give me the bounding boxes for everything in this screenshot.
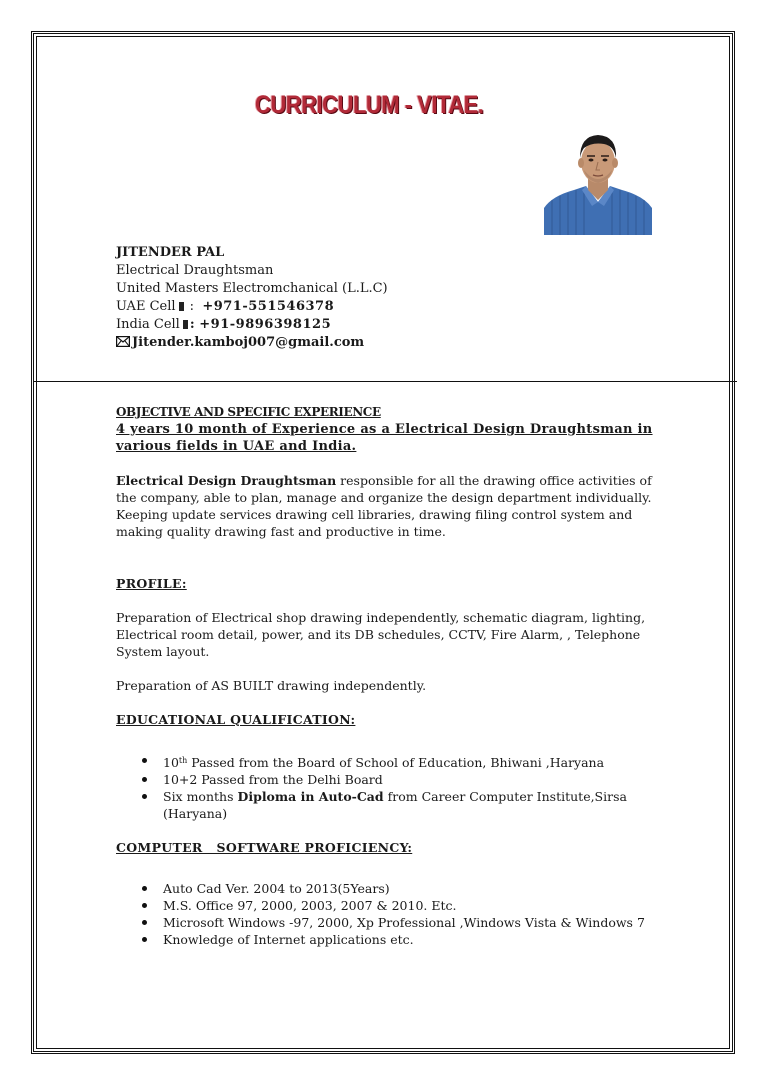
uae-phone-number: +971-551546378 [202, 299, 335, 314]
profile-paragraph-1: Preparation of Electrical shop drawing independently, schematic diagram, lighting, Electrical room detail, power, and its DB schedules, CCTV, Fire Alarm, , Telephone System layout. [116, 610, 646, 659]
education-item-3-pre: Six months [163, 789, 238, 804]
software-list [116, 880, 656, 948]
list-item: 10+2 Passed from the Delhi Board [163, 771, 656, 788]
india-phone-sep: : [189, 317, 196, 332]
profile-photo [544, 130, 652, 235]
list-item [163, 752, 656, 771]
india-phone-row [116, 316, 388, 334]
list-item [163, 788, 656, 822]
uae-phone-row [116, 298, 388, 316]
education-list [116, 752, 656, 822]
software-heading: COMPUTER SOFTWARE PROFICIENCY: [116, 840, 413, 855]
india-phone-label: India Cell [116, 317, 180, 332]
list-item: Microsoft Windows -97, 2000, Xp Professional ,Windows Vista & Windows 7 [163, 914, 656, 931]
education-item-1-num: 10 [163, 755, 179, 770]
phone-icon [179, 302, 184, 311]
objective-subheading: 4 years 10 month of Experience as a Electrical Design Draughtsman in various fields in UAE and India. [116, 422, 653, 454]
section-divider [34, 381, 737, 382]
education-item-1-text: Passed from the Board of School of Education, Bhiwani ,Haryana [187, 755, 605, 770]
objective-body: responsible for all the drawing office activities of the company, able to plan, manage and organize the design department individually. Keeping update services drawing cell libraries, drawing filing control system and making quality drawing fast and productive in time. [116, 473, 652, 539]
candidate-role: Electrical Draughtsman [116, 263, 274, 278]
resume-body [116, 404, 656, 948]
profile-heading: PROFILE: [116, 576, 187, 591]
profile-paragraph-2: Preparation of AS BUILT drawing independently. [116, 678, 427, 693]
list-item: Auto Cad Ver. 2004 to 2013(5Years) [163, 880, 656, 897]
list-item: M.S. Office 97, 2000, 2003, 2007 & 2010. Etc. [163, 897, 656, 914]
education-item-3-bold: Diploma in Auto-Cad [237, 789, 384, 804]
document-title: CURRICULUM - VITAE. [255, 90, 484, 119]
company-name: United Masters Electromchanical (L.L.C) [116, 281, 388, 296]
education-heading: EDUCATIONAL QUALIFICATION: [116, 712, 356, 727]
contact-block [116, 244, 388, 352]
email-address[interactable]: Jitender.kamboj007@gmail.com [132, 335, 365, 350]
email-row [116, 334, 388, 352]
list-item: Knowledge of Internet applications etc. [163, 931, 656, 948]
envelope-icon [116, 336, 130, 347]
objective-paragraph [116, 472, 656, 540]
objective-lead: Electrical Design Draughtsman [116, 473, 337, 488]
objective-heading: OBJECTIVE AND SPECIFIC EXPERIENCE [116, 405, 381, 419]
education-item-3-post: from Career Computer Institute,Sirsa (Haryana) [163, 789, 627, 821]
candidate-name: JITENDER PAL [116, 245, 225, 260]
india-phone-number: +91-9896398125 [199, 317, 332, 332]
phone-icon [183, 320, 188, 329]
uae-phone-label: UAE Cell [116, 299, 176, 314]
uae-phone-sep: : [185, 299, 195, 314]
education-item-1-sup: th [178, 756, 188, 765]
